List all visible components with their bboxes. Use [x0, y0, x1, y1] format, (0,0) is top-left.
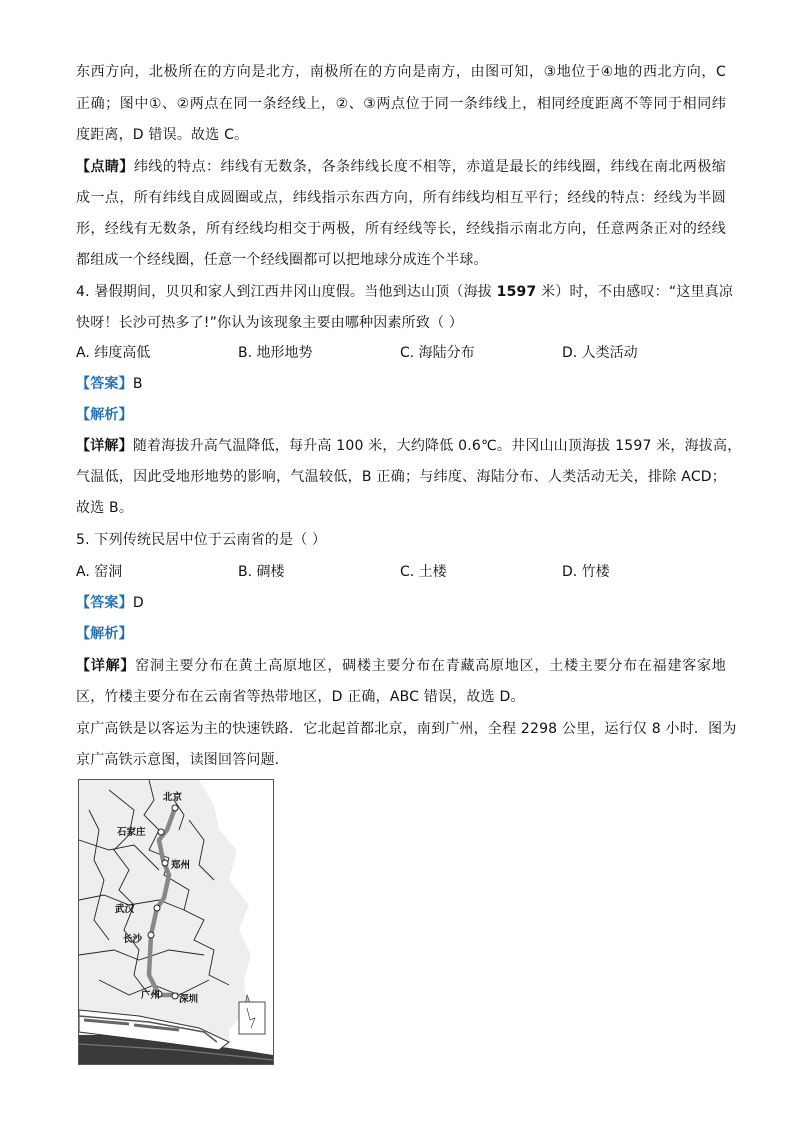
text-line: 成一点，所有纬线自成圆圈或点，纬线指示东西方向，所有纬线均相互平行；经线的特点：经线为半圆 [76, 190, 726, 206]
q4-option-a: A. 纬度高低 [76, 345, 151, 361]
text-line: 区，竹楼主要分布在云南省等热带地区，D 正确，ABC 错误，故选 D。 [76, 689, 525, 705]
q4-option-b: B. 地形地势 [238, 345, 313, 361]
city-label-changsha: 长沙 [123, 934, 143, 945]
intro-line: 京广高铁是以客运为主的快速铁路．它北起首都北京，南到广州，全程 2298 公里，运行仅 8 小时．图为 [76, 721, 737, 737]
city-dot-shenzhen [172, 993, 178, 999]
analysis-tag: 【解析】 [76, 407, 133, 423]
q5-option-d: D. 竹楼 [562, 564, 610, 580]
q4-analysis-tag [76, 404, 726, 426]
city-label-guangzhou: 广州 [141, 990, 161, 1001]
q4-detail-line [76, 435, 742, 457]
tip-text: 纬线的特点：纬线有无数条，各条纬线长度不相等，赤道是最长的纬线圈，纬线在南北两极缩 [133, 159, 726, 175]
tip-tag: 【点睛】 [76, 159, 134, 175]
q4-option-c: C. 海陆分布 [400, 345, 475, 361]
q4-altitude: 1597 [496, 284, 537, 300]
question-5-stem: 5. 下列传统民居中位于云南省的是（ ） [76, 532, 327, 548]
tip-paragraph-line [76, 156, 726, 178]
text-line: 气温低，因此受地形地势的影响，气温较低，B 正确；与纬度、海陆分布、人类活动无关，排除 ACD； [76, 469, 726, 485]
text-line: 东西方向，北极所在的方向是北方，南极所在的方向是南方，由图可知，③地位于④地的西北方向，C [76, 64, 726, 80]
text-line: 正确；图中①、②两点在同一条经线上，②、③两点位于同一条纬线上，相同经度距离不等同于相同纬 [76, 96, 726, 112]
city-label-beijing: 北京 [163, 792, 183, 803]
q5-detail-line [76, 655, 726, 677]
q4-stem-part: 米）时，不由感叹：“这里真凉 [536, 284, 734, 300]
q5-answer [76, 592, 726, 614]
detail-tag: 【详解】 [76, 658, 136, 674]
q4-option-d: D. 人类活动 [562, 345, 638, 361]
answer-value: B [132, 376, 143, 392]
city-label-shijiazhuang: 石家庄 [117, 827, 146, 838]
question-4-stem-cont: 快呀！长沙可热多了!”你认为该现象主要由哪种因素所致（ ） [76, 315, 464, 331]
answer-value: D [132, 595, 144, 611]
answer-tag: 【答案】 [76, 376, 133, 392]
inset-box [239, 1002, 265, 1034]
city-label-wuhan: 武汉 [115, 904, 135, 915]
city-label-zhengzhou: 郑州 [171, 860, 191, 871]
detail-text: 窑洞主要分布在黄土高原地区，碉楼主要分布在青藏高原地区，土楼主要分布在福建客家地 [135, 658, 726, 674]
text-line: 都组成一个经线圈，任意一个经线圈都可以把地球分成连个半球。 [76, 252, 488, 268]
text-line: 形，经线有无数条，所有经线均相交于两极，所有经线等长，经线指示南北方向，任意两条正对的经线 [76, 221, 726, 237]
city-dot-zhengzhou [162, 860, 168, 866]
railway-map [79, 780, 273, 1064]
q5-option-a: A. 窑洞 [76, 564, 123, 580]
detail-text: 随着海拔升高气温降低，每升高 100 米，大约降低 0.6℃。井冈山山顶海拔 1597 米，海拔高， [132, 438, 742, 454]
detail-tag: 【详解】 [76, 438, 133, 454]
q4-stem-part: 4. 暑假期间，贝贝和家人到江西井冈山度假。当他到达山顶（海拔 [76, 284, 497, 300]
q5-option-b: B. 碉楼 [238, 564, 285, 580]
q5-analysis-tag [76, 623, 726, 645]
city-dot-wuhan [154, 905, 160, 911]
intro-line: 京广高铁示意图，读图回答问题． [76, 752, 289, 768]
city-dot-shijiazhuang [158, 829, 164, 835]
city-label-shenzhen: 深圳 [179, 994, 199, 1005]
railway-map-figure [78, 779, 274, 1065]
q4-answer [76, 373, 726, 395]
city-dot-changsha [148, 932, 154, 938]
text-line: 度距离，D 错误。故选 C。 [76, 127, 249, 143]
text-line: 故选 B。 [76, 500, 134, 516]
city-dot-beijing [172, 805, 178, 811]
analysis-tag: 【解析】 [76, 626, 133, 642]
q5-option-c: C. 土楼 [400, 564, 447, 580]
question-4-stem [76, 281, 734, 303]
answer-tag: 【答案】 [76, 595, 133, 611]
